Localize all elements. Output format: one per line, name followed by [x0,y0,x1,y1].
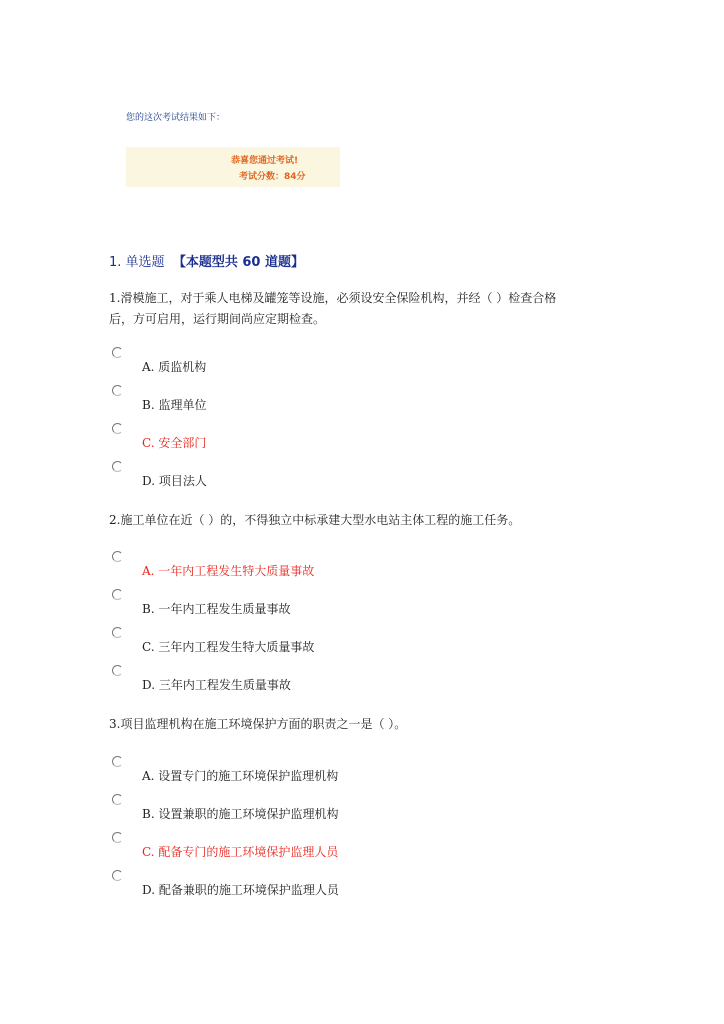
pass-message: 恭喜您通过考试! [231,156,299,166]
option-a[interactable] [112,551,512,583]
radio-button-icon[interactable] [112,461,123,472]
option-b[interactable] [112,794,512,826]
option-label: B. 监理单位 [142,398,207,412]
question-line: 3.项目监理机构在施工环境保护方面的职责之一是（ ）。 [109,717,407,731]
radio-button-icon[interactable] [112,551,123,562]
radio-button-icon[interactable] [112,347,123,358]
radio-button-icon[interactable] [112,627,123,638]
question-text [109,288,609,330]
option-label-correct: C. 配备专门的施工环境保护监理人员 [142,845,339,859]
radio-button-icon[interactable] [112,756,123,767]
option-c[interactable] [112,627,512,659]
option-d[interactable] [112,665,512,697]
radio-button-icon[interactable] [112,832,123,843]
question-line: 2.施工单位在近（ ）的，不得独立中标承建大型水电站主体工程的施工任务。 [109,513,521,527]
option-label-correct: A. 一年内工程发生特大质量事故 [142,564,315,578]
option-label: C. 三年内工程发生特大质量事故 [142,640,315,654]
result-intro: 您的这次考试结果如下： [126,113,226,123]
option-label: D. 三年内工程发生质量事故 [142,678,291,692]
radio-button-icon[interactable] [112,385,123,396]
section-number: 1. [109,255,122,270]
option-label: D. 项目法人 [142,474,207,488]
section-type: 单选题 [125,255,165,270]
section-info: 【本题型共 60 道题】 [172,255,304,270]
option-b[interactable] [112,385,512,417]
question-text [109,510,609,531]
exam-score: 考试分数：84分 [239,172,306,182]
option-label: A. 设置专门的施工环境保护监理机构 [142,769,339,783]
option-d[interactable] [112,870,512,902]
option-a[interactable] [112,347,512,379]
section-title [109,251,304,270]
question-text [109,714,609,735]
radio-button-icon[interactable] [112,589,123,600]
option-label: B. 设置兼职的施工环境保护监理机构 [142,807,339,821]
radio-button-icon[interactable] [112,870,123,881]
option-a[interactable] [112,756,512,788]
option-label: B. 一年内工程发生质量事故 [142,602,291,616]
option-label-correct: C. 安全部门 [142,436,207,450]
radio-button-icon[interactable] [112,423,123,434]
result-box [126,147,340,187]
option-label: D. 配备兼职的施工环境保护监理人员 [142,883,339,897]
question-line: 后，方可启用，运行期间尚应定期检查。 [109,312,326,326]
radio-button-icon[interactable] [112,665,123,676]
radio-button-icon[interactable] [112,794,123,805]
option-d[interactable] [112,461,512,493]
option-b[interactable] [112,589,512,621]
option-c[interactable] [112,832,512,864]
option-label: A. 质监机构 [142,360,207,374]
question-line: 1.滑模施工，对于乘人电梯及罐笼等设施，必须设安全保险机构，并经（ ）检查合格 [109,291,557,305]
option-c[interactable] [112,423,512,455]
